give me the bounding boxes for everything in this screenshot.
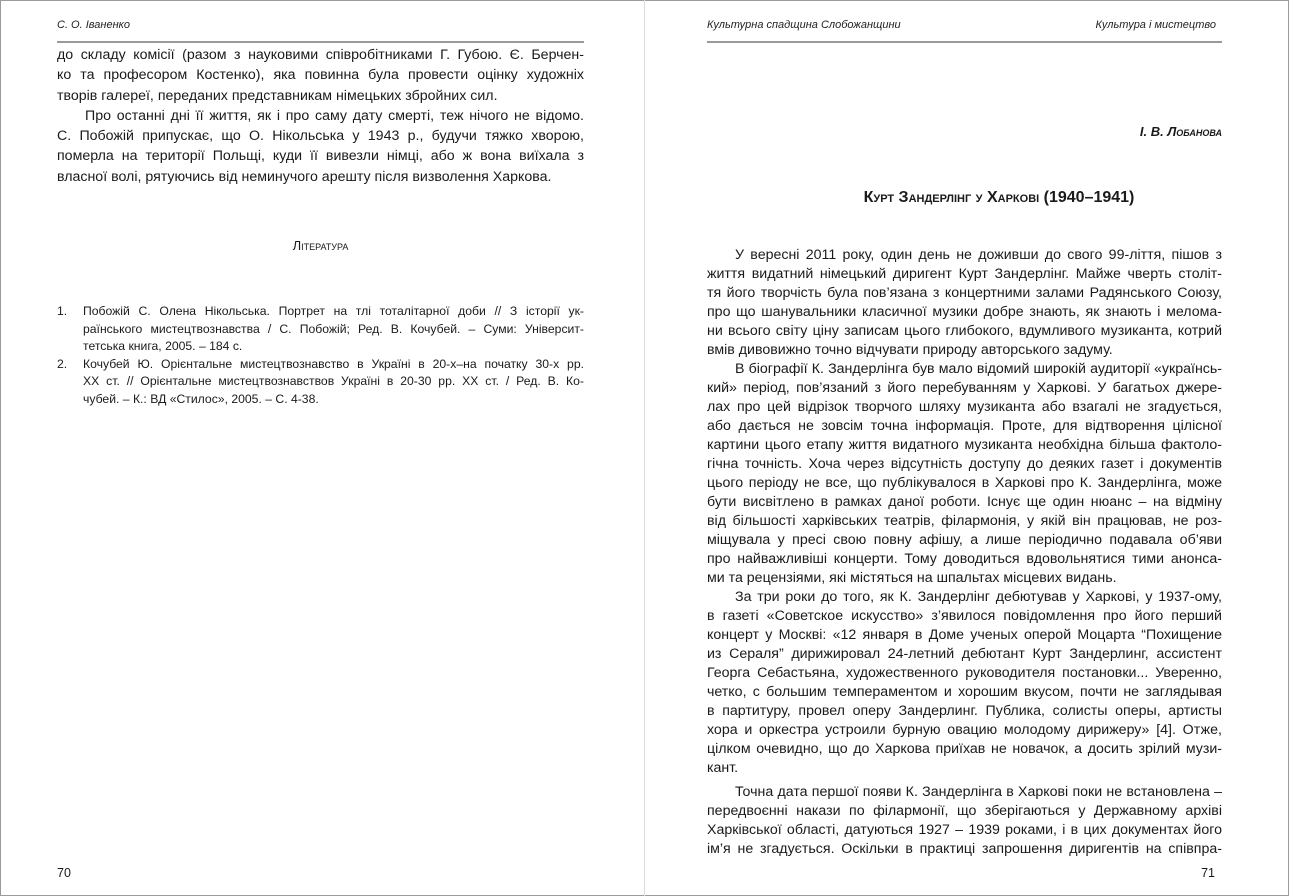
paragraph	[707, 360, 1222, 588]
text-line: творів галереї, переданих представникам німецьких збройних сил.	[57, 87, 498, 104]
text-line: ми та рецензіями, які містяться на шпальтах місцевих видань.	[707, 570, 1117, 586]
text-line: Точна дата першої появи К. Зандерлінга в Харкові поки не встановлена –	[735, 784, 1222, 800]
text-line: тетська книга, 2005. – 184 с.	[83, 339, 243, 353]
text-line: В біографії К. Зандерлінга був мало відомий широкій аудиторії «українсь-	[735, 361, 1222, 377]
right-page	[645, 0, 1289, 896]
text-line: чубей. – К.: ВД «Стилос», 2005. – С. 4-38.	[83, 391, 319, 406]
text-line: ім’я не згадується. Оскільки в практиці запрошення диригентів на співпра-	[707, 841, 1222, 857]
text-line: Про останні дні її життя, як і про саму дату смерті, теж нічого не відомо.	[85, 107, 584, 124]
text-line: Кочубей Ю. Орієнтальне мистецтвознавство в Україні в 20-х–на початку 30-х рр.	[83, 356, 584, 371]
header-rule	[57, 41, 584, 43]
paragraph	[707, 783, 1222, 859]
reference-item	[57, 303, 584, 356]
paragraph	[57, 45, 584, 106]
text-line: концерт у Москві: «12 января в Доме ученых оперой Моцарта “Похищение	[707, 627, 1222, 643]
text-line: раїнського мистецтвознавства / С. Побожій; Ред. В. Кочубей. – Суми: Університ-	[83, 321, 584, 336]
text-line: бути висвітлено в рамках даної роботи. Існує ще один нюанс – на відміну	[707, 494, 1222, 510]
article-title: Курт Зандерлінг у Харкові (1940–1941)	[863, 189, 1135, 206]
text-line: цього періоду не все, що публікувалося в Харкові про К. Зандерлінга, може	[707, 475, 1222, 491]
text-line: лах про цей відрізок творчого шляху музиканта або взагалі не згадується,	[707, 399, 1222, 415]
text-line: вмів дивовижно точно відчувати природу авторського задуму.	[707, 342, 1113, 358]
text-line: ни всього світу ціну записам цього глибокого, вдумливого музиканта, котрий	[707, 323, 1222, 339]
text-line: четко, с большим темпераментом и хорошим вкусом, почти не заглядывая	[707, 684, 1222, 700]
references-heading: Література	[292, 238, 349, 253]
article-author: І. В. Лобанова	[1139, 124, 1222, 139]
text-line: кий» період, пов’язаний з його перебуванням у Харкові. У багатьох джере-	[707, 380, 1222, 396]
text-line: передвоєнні накази по філармонії, що зберігаються у Державному архіві	[707, 803, 1222, 819]
text-line: Побожій С. Олена Нікольська. Портрет на тлі тоталітарної доби // З історії ук-	[83, 304, 584, 318]
text-line: від більшості харківських театрів, філармонія, у якій він працював, не роз-	[707, 513, 1222, 529]
reference-item	[57, 356, 584, 409]
text-line: кант.	[707, 760, 739, 776]
text-line: власної волі, рятуючись від неминучого арешту після визволення Харкова.	[57, 168, 552, 185]
text-line: цілком очевидно, що до Харкова приїхав не новачок, а досить зрілий музи-	[707, 741, 1222, 757]
text-line: Георга Себастьяна, художественного руководителя постановки... Уверенно,	[707, 665, 1222, 681]
text-line: из Сераля” дирижировал 24-летний дебютант Курт Зандерлинг, ассистент	[707, 646, 1222, 662]
text-line: ко та професором Костенко), яка повинна була провести оцінку художніх	[57, 67, 584, 84]
text-line: про найважливіші концерти. Тому доводиться вдовольнятися тими анонса-	[707, 551, 1222, 567]
text-line: ХХ ст. // Орієнтальне мистецтвознавствов Україні в 20-30 рр. ХХ ст. / Ред. В. Ко-	[83, 374, 584, 388]
references-list	[57, 303, 584, 408]
text-line: картини цього етапу життя видатного музиканта необхідна більша фактоло-	[707, 437, 1222, 453]
paragraph	[707, 588, 1222, 778]
text-line: У вересні 2011 року, один день не доживши до свого 99-ліття, пішов з	[735, 247, 1222, 263]
text-line: в газеті «Советское искусство» з’явилося повідомлення про його перший	[707, 608, 1222, 624]
text-line: За три роки до того, як К. Зандерлінг дебютував у Харкові, у 1937-ому,	[735, 589, 1222, 605]
running-head-left: Культурна спадщина Слобожанщини	[707, 19, 901, 31]
text-line: померла на території Польщі, куди її вивезли німці, або ж вона виїхала з	[57, 148, 584, 165]
text-line: хора и оркестра устроили бурную овацию молодому дирижеру» [4]. Отже,	[707, 722, 1222, 738]
running-head: С. О. Іваненко	[57, 19, 130, 31]
text-line: міщувала у пресі свою повну афішу, а лише періодично подавала об’яви	[707, 532, 1222, 548]
page-number: 70	[57, 866, 71, 880]
text-line: до складу комісії (разом з науковими співробітниками Г. Губою. Є. Берчен-	[57, 47, 584, 63]
text-line: С. Побожій припускає, що О. Нікольська у 1943 р., будучи тяжко хворою,	[57, 128, 584, 145]
text-line: про що шанувальники класичної музики добре знають, як знають і мелома-	[707, 304, 1222, 320]
text-line: Харківської області, датуються 1927 – 1939 роками, і в цих документах його	[707, 822, 1222, 838]
reference-number: 2.	[57, 356, 68, 371]
text-line: життя видатний німецький диригент Курт Зандерлінг. Майже чверть століт-	[707, 266, 1222, 282]
paragraph	[57, 106, 584, 187]
reference-number: 1.	[57, 304, 68, 318]
text-line: або дається не зовсім точна інформація. Проте, для відтворення цілісної	[707, 418, 1222, 434]
left-page	[0, 0, 644, 896]
running-head-right: Культура і мистецтво	[1095, 19, 1216, 31]
paragraph	[707, 246, 1222, 360]
header-rule	[707, 41, 1222, 43]
body-text	[57, 45, 584, 187]
page-number: 71	[1201, 866, 1215, 880]
text-line: тя його творчість була пов’язана з концертними залами Радянського Союзу,	[707, 285, 1222, 301]
article-body	[707, 246, 1222, 859]
text-line: в партитуру, провел оперу Зандерлинг. Публика, солисты оперы, артисты	[707, 703, 1222, 719]
text-line: гічна точність. Хоча через відсутність доступу до деяких газет і документів	[707, 456, 1222, 472]
